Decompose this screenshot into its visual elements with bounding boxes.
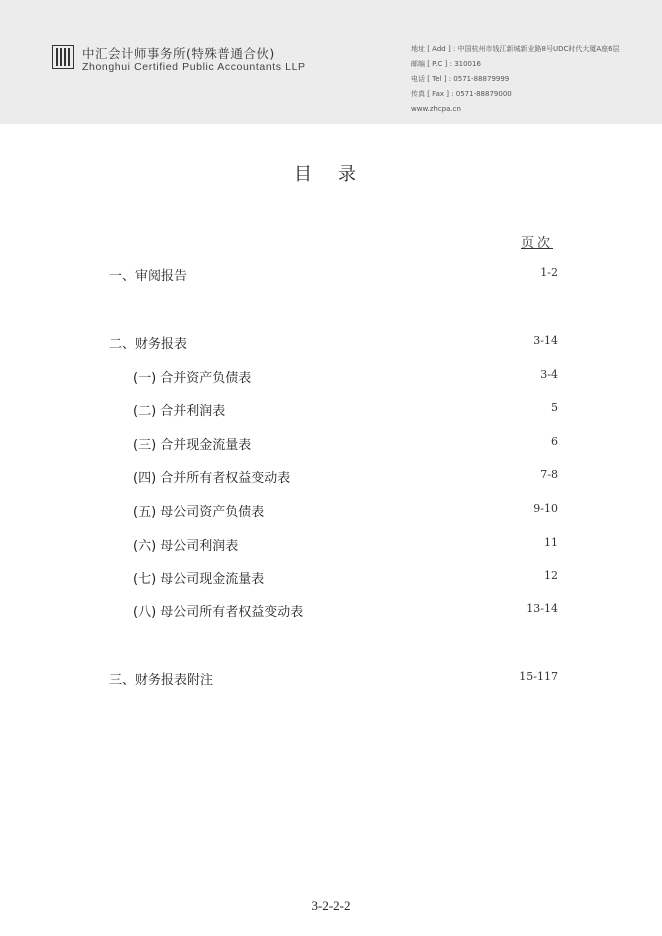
page-title: 目录: [294, 164, 382, 185]
toc-item: [0, 535, 662, 555]
toc-item-label: (一) 合并资产负债表: [133, 371, 252, 386]
toc-item: [0, 501, 662, 521]
toc-item: [0, 434, 662, 454]
toc-item-label: (四) 合并所有者权益变动表: [133, 471, 291, 486]
toc-item-label: 一、审阅报告: [109, 269, 188, 284]
toc-item: [0, 400, 662, 420]
toc-item-page: 9-10: [533, 502, 558, 515]
toc-item: [0, 265, 662, 285]
toc-item-page: 3-4: [540, 368, 558, 381]
toc-item-page: 7-8: [540, 468, 558, 481]
toc-item: [0, 333, 662, 353]
toc-item-label: (二) 合并利润表: [133, 404, 226, 419]
toc-item-label: (五) 母公司资产负债表: [133, 505, 265, 520]
toc-item-label: 二、财务报表: [109, 337, 188, 352]
toc-item-label: (七) 母公司现金流量表: [133, 572, 265, 587]
toc-item-label: 三、财务报表附注: [109, 673, 214, 688]
toc-item-page: 3-14: [533, 334, 558, 347]
toc-item-label: (三) 合并现金流量表: [133, 438, 252, 453]
contact-tel: 电话 [ Tel ] : 0571-88879999: [411, 75, 510, 83]
toc-item-page: 13-14: [526, 602, 558, 615]
toc-item-page: 15-117: [519, 670, 558, 683]
firm-name-en: Zhonghui Certified Public Accountants LLP: [82, 61, 306, 73]
contact-postcode: 邮编 [ P.C ] : 310016: [411, 60, 481, 68]
toc-item: [0, 568, 662, 588]
contact-fax: 传真 [ Fax ] : 0571-88879000: [411, 90, 512, 98]
toc-item-page: 5: [551, 401, 558, 414]
letterhead: [0, 0, 662, 124]
firm-name-cn: 中汇会计师事务所(特殊普通合伙): [82, 46, 275, 61]
toc-item-page: 1-2: [540, 266, 558, 279]
page-column-header: 页次: [521, 236, 554, 251]
toc-item-label: (六) 母公司利润表: [133, 539, 239, 554]
toc-item-page: 12: [544, 569, 558, 582]
toc-item: [0, 367, 662, 387]
contact-address: 地址 [ Add ] : 中国杭州市钱江新城新业路8号UDC时代大厦A座6层: [411, 45, 620, 53]
toc-item: [0, 467, 662, 487]
toc-item-label: (八) 母公司所有者权益变动表: [133, 605, 304, 620]
firm-logo-icon: [52, 45, 74, 69]
toc-item-page: 6: [551, 435, 558, 448]
contact-block: [411, 42, 620, 117]
page-number: 3-2-2-2: [311, 898, 351, 913]
contact-web: www.zhcpa.cn: [411, 105, 461, 113]
toc-item: [0, 601, 662, 621]
toc-item-page: 11: [544, 536, 558, 549]
toc-item: [0, 669, 662, 689]
